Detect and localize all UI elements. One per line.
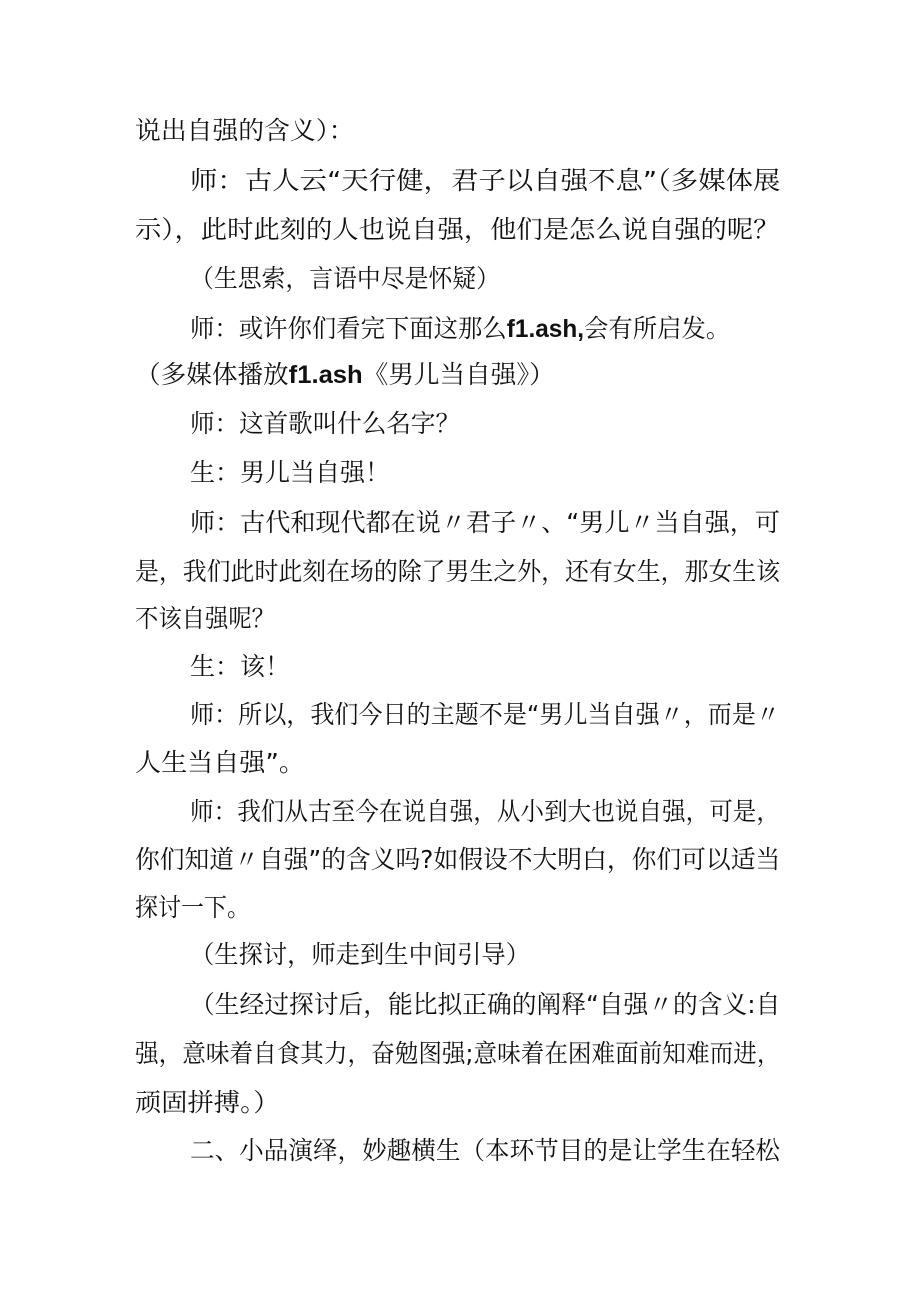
text-line: 师：古人云“天行健，君子以自强不息”（多媒体展 (190, 166, 781, 195)
text-line: 不该自强呢？ (135, 604, 276, 633)
text-segment: 《男儿当自强》） (362, 360, 555, 389)
bold-text: f1.ash (288, 361, 363, 389)
text-line: 说出自强的含义）： (135, 116, 355, 145)
text-segment: （多媒体播放 (135, 360, 289, 389)
text-line: 顽固拼搏。） (135, 1088, 280, 1117)
text-line: （生经过探讨后，能比拟正确的阐释“自强〃的含义:自 (190, 990, 781, 1019)
text-line: （生思索，言语中尽是怀疑） (190, 264, 500, 293)
text-segment: 师：或许你们看完下面这那么 (190, 314, 507, 343)
text-line: 师：这首歌叫什么名字？ (190, 409, 461, 438)
text-line: 二、小品演绎，妙趣横生（本环节目的是让学生在轻松 (190, 1136, 780, 1165)
text-segment: 会有所启发。 (583, 314, 731, 343)
text-line: 强，意味着自食其力，奋勉图强;意味着在困难面前知难而进， (135, 1039, 781, 1068)
bold-text: f1.ash, (506, 315, 584, 343)
text-line: （生探讨，师走到生中间引导） (190, 940, 531, 969)
text-line (190, 314, 730, 344)
text-line: 探讨一下。 (135, 893, 251, 922)
text-line: 师：古代和现代都在说〃君子〃、“男儿〃当自强，可 (190, 508, 780, 537)
text-line: 生：该！ (190, 652, 291, 681)
text-line: 人生当自强”。 (135, 748, 305, 777)
text-line: 示），此时此刻的人也说自强，他们是怎么说自强的呢？ (135, 215, 780, 244)
text-line (135, 360, 555, 390)
text-line: 师：所以，我们今日的主题不是“男儿当自强〃，而是〃 (190, 700, 780, 729)
text-line: 是，我们此时此刻在场的除了男生之外，还有女生，那女生该 (135, 557, 781, 586)
text-line: 你们知道〃自强”的含义吗?如假设不大明白，你们可以适当 (135, 845, 781, 874)
text-line: 师：我们从古至今在说自强，从小到大也说自强，可是， (190, 797, 781, 826)
text-line: 生：男儿当自强！ (190, 458, 391, 487)
